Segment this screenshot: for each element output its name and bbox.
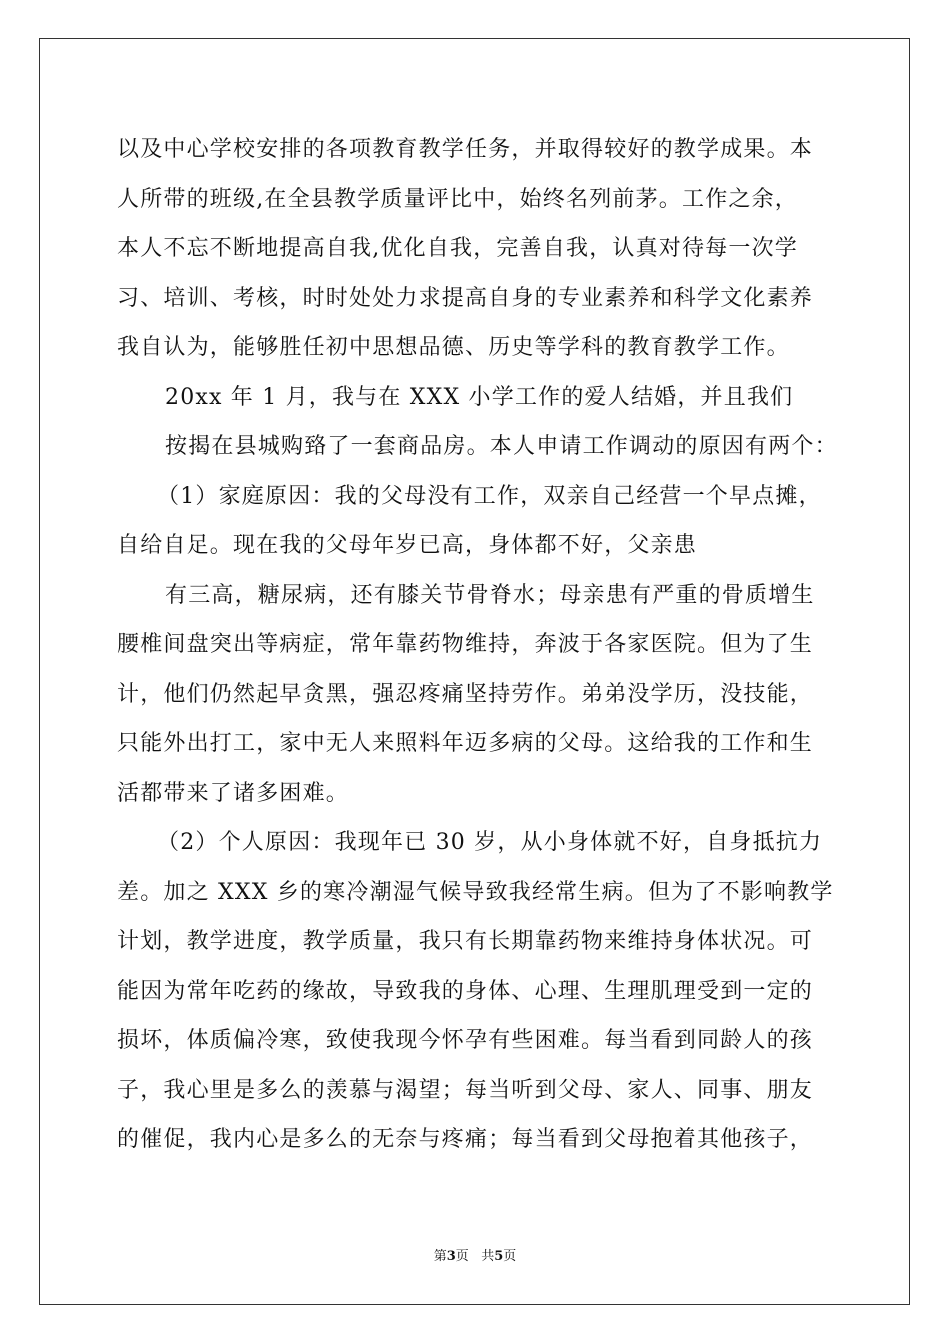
total-pages: 5	[494, 1249, 504, 1264]
page-number: 3	[446, 1249, 456, 1264]
page-suffix: 页	[455, 1249, 469, 1264]
text-line: 20xx 年 1 月，我与在 XXX 小学工作的爱人结婚，并且我们	[165, 385, 794, 410]
text-line: 子，我心里是多么的羡慕与渴望；每当听到父母、家人、同事、朋友	[117, 1078, 814, 1103]
text-line: 活都带来了诸多困难。	[117, 781, 350, 806]
total-suffix: 页	[503, 1249, 517, 1264]
text-line: 差。加之 XXX 乡的寒冷潮湿气候导致我经常生病。但为了不影响教学	[117, 880, 834, 905]
text-line: 计划，教学进度，教学质量，我只有长期靠药物来维持身体状况。可	[117, 929, 814, 954]
text-line: 损坏，体质偏冷寒，致使我现今怀孕有些困难。每当看到同龄人的孩	[117, 1028, 814, 1053]
text-line: 以及中心学校安排的各项教育教学任务，并取得较好的教学成果。本	[117, 137, 814, 162]
text-line: 有三高，糖尿病，还有膝关节骨脊水；母亲患有严重的骨质增生	[165, 583, 815, 608]
page-footer	[0, 1248, 950, 1266]
text-line: 按揭在县城购臵了一套商品房。本人申请工作调动的原因有两个：	[165, 434, 838, 459]
text-line: 腰椎间盘突出等病症，常年靠药物维持，奔波于各家医院。但为了生	[117, 632, 814, 657]
text-line: 人所带的班级,在全县教学质量评比中，始终名列前茅。工作之余，	[117, 187, 798, 212]
text-line: 计，他们仍然起早贪黑，强忍疼痛坚持劳作。弟弟没学历，没技能，	[117, 682, 814, 707]
text-line: 能因为常年吃药的缘故，导致我的身体、心理、生理肌理受到一定的	[117, 979, 814, 1004]
page-prefix: 第	[433, 1249, 447, 1264]
text-line: 本人不忘不断地提高自我,优化自我，完善自我，认真对待每一次学	[117, 236, 798, 261]
text-line: 自给自足。现在我的父母年岁已高，身体都不好，父亲患	[117, 533, 698, 558]
text-line: 习、培训、考核，时时处处力求提高自身的专业素养和科学文化素养	[117, 286, 814, 311]
text-line: 只能外出打工，家中无人来照料年迈多病的父母。这给我的工作和生	[117, 731, 814, 756]
text-line: （1）家庭原因：我的父母没有工作，双亲自己经营一个早点摊，	[157, 484, 822, 509]
total-prefix: 共	[481, 1249, 495, 1264]
text-line: 的催促，我内心是多么的无奈与疼痛；每当看到父母抱着其他孩子，	[117, 1127, 814, 1152]
page-border	[39, 38, 910, 1305]
text-line: （2）个人原因：我现年已 30 岁，从小身体就不好，自身抵抗力	[157, 830, 823, 855]
text-line: 我自认为，能够胜任初中思想品德、历史等学科的教育教学工作。	[117, 335, 790, 360]
